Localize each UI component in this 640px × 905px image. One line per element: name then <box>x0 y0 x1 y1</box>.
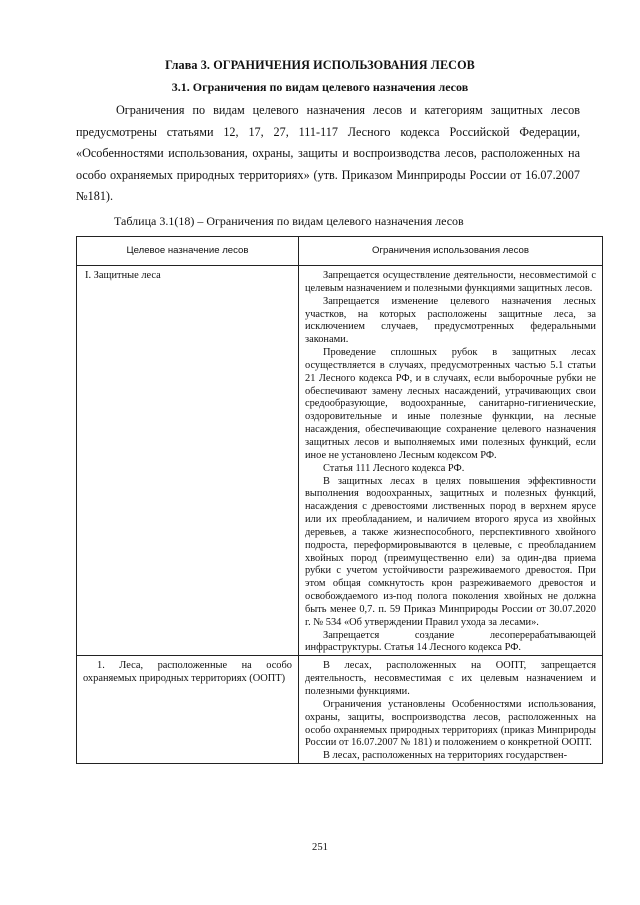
row-category-protective-forests: I. Защитные леса <box>77 266 299 656</box>
restriction-paragraph: Ограничения установлены Особенностями использования, охраны, защиты, воспроизводства лесов, расположенных на особо охраняемых природных территориях (приказ Минприроды России от 16.07.2007 № 181) и положением о конкретной ООПТ. <box>305 698 596 749</box>
table-row <box>77 266 603 656</box>
intro-text: Ограничения по видам целевого назначения лесов и категориям защитных лесов предусмотрены статьями 12, 17, 27, 111-117 Лесного кодекса Российской Федерации, «Особенностями использования, охраны, защиты и воспроизводства лесов, расположенных на особо охраняемых природных территориях» (утв. Приказом Минприроды России от 16.07.2007 №181). <box>76 103 580 204</box>
restriction-paragraph: Запрещается изменение целевого назначения лесных участков, на которых расположены защитные леса, за исключением случаев, предусмотренных федеральными законами. <box>305 295 596 346</box>
row-category-oopt <box>77 656 299 764</box>
section-title: 3.1. Ограничения по видам целевого назначения лесов <box>171 80 469 94</box>
restriction-paragraph: В лесах, расположенных на территориях государствен- <box>323 750 568 762</box>
restriction-paragraph: Статья 111 Лесного кодекса РФ. <box>323 462 465 474</box>
restriction-paragraph: В защитных лесах в целях повышения эффективности выполнения водоохранных, защитных и полезных функций, насаждения с древостоями лиственных пород в верхнем ярусе или их преобладанием, и наличием второго яруса из хвойных деревьев, а также жизнеспособного, перспективного хвойного подроста, переформировываются в целевые, с преобладанием хвойных пород (преимущественно ели) за один-два приема рубки с учетом устойчивости разреживаемого древостоя. При этом общая сомкнутость крон разреживаемого древостоя и освобождаемого из-под полога поколения хвойных не должна быть менее 0,7. п. 59 Приказ Минприроды России от 30.07.2020 г. № 534 «Об утверждении Правил ухода за лесами». <box>305 475 596 628</box>
table-header-row <box>77 237 603 266</box>
row-restrictions <box>299 266 603 656</box>
header-restrictions: Ограничения использования лесов <box>299 237 603 266</box>
restrictions-table <box>76 236 603 764</box>
page-number: 251 <box>312 842 328 853</box>
header-purpose: Целевое назначение лесов <box>77 237 299 266</box>
intro-paragraph <box>76 100 580 208</box>
row-restrictions <box>299 656 603 764</box>
restriction-paragraph: Запрещается создание лесоперерабатывающей инфраструктуры. Статья 14 Лесного кодекса РФ. <box>305 629 596 654</box>
restriction-paragraph: Запрещается осуществление деятельности, несовместимой с целевым назначением и полезными функциями защитных лесов. <box>305 270 596 294</box>
row-category-text: 1. Леса, расположенные на особо охраняемых природных территориях (ООПТ) <box>83 660 292 685</box>
restriction-paragraph: В лесах, расположенных на ООПТ, запрещается деятельность, несовместимая с их целевым назначением и полезными функциями. <box>305 660 596 697</box>
table-row <box>77 656 603 764</box>
table-caption: Таблица 3.1(18) – Ограничения по видам целевого назначения лесов <box>114 214 464 228</box>
chapter-title: Глава 3. ОГРАНИЧЕНИЯ ИСПОЛЬЗОВАНИЯ ЛЕСОВ <box>165 58 475 72</box>
restriction-paragraph: Проведение сплошных рубок в защитных лесах осуществляется в случаях, предусмотренных частью 5.1 статьи 21 Лесного кодекса РФ, и в случаях, если выборочные рубки не обеспечивают замену лесных насаждений, утрачивающих свои средообразующие, водоохранные, санитарно-гигиенические, оздоровительные и иные полезные функции, на лесные насаждения, обеспечивающие сохранение целевого назначения защитных лесов и выполняемых ими полезных функций, если иное не установлено Лесным кодексом РФ. <box>305 347 596 461</box>
